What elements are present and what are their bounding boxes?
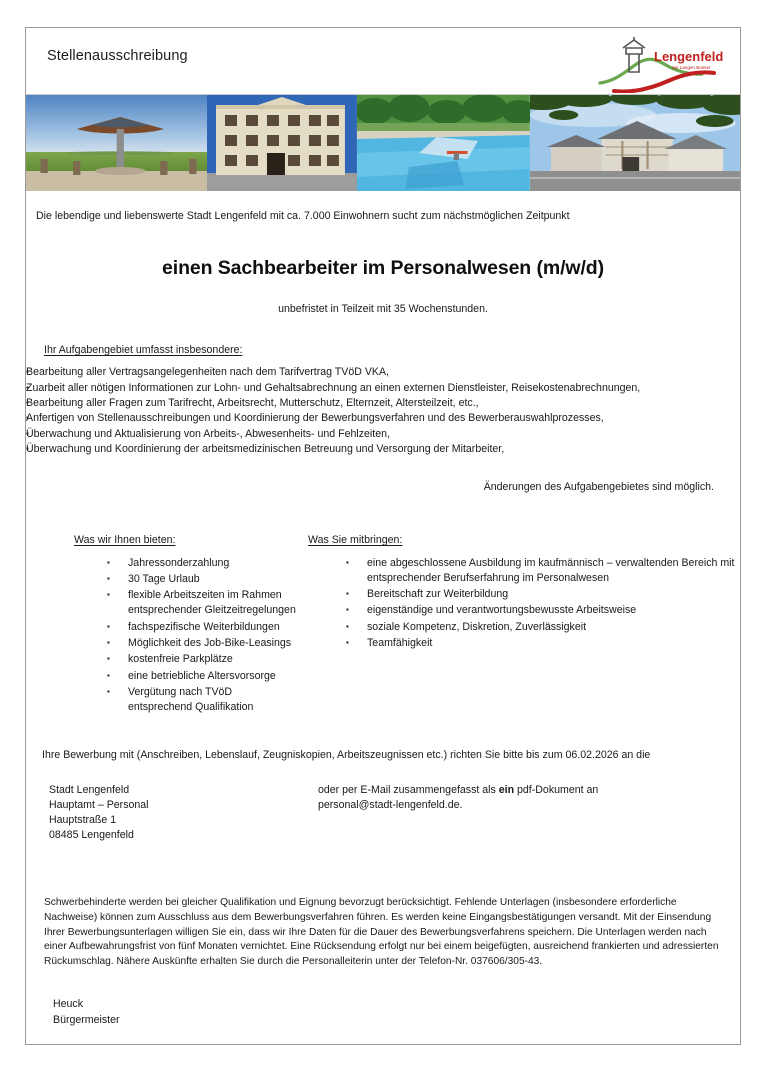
document-body — [26, 209, 740, 1028]
logo-wordmark: Lengenfeld — [654, 49, 724, 64]
list-item: ▪ Bearbeitung aller Fragen zum Tarifrecht, Arbeitsrecht, Mutterschutz, Elternzeit, Altersteilzeit, etc., — [26, 396, 740, 411]
address-line: Hauptamt – Personal — [49, 799, 149, 812]
list-item: ▪ Teamfähigkeit — [346, 636, 740, 651]
list-item: ▪ eine abgeschlossene Ausbildung im kaufmännisch – verwaltenden Bereich mit entsprechender Berufserfahrung im Personalwesen — [346, 556, 740, 586]
list-item: ▪ eigenständige und verantwortungsbewusste Arbeitsweise — [346, 603, 740, 618]
requirements-title: Was Sie mitbringen: — [308, 533, 403, 546]
list-item: ▪ Anfertigen von Stellenausschreibungen und Koordinierung der Bewerbungsverfahren und des Bewerberauswahlprozesses, — [26, 411, 740, 426]
list-item: ▪ flexible Arbeitszeiten im Rahmen entsprechender Gleitzeitregelungen — [107, 588, 296, 618]
list-item: ▪ Jahressonderzahlung — [107, 556, 296, 571]
list-item: ▪ Möglichkeit des Job-Bike-Leasings — [107, 636, 296, 651]
job-subheadline: unbefristet in Teilzeit mit 35 Wochenstunden. — [278, 303, 488, 316]
signature-block — [53, 996, 740, 1029]
intro-paragraph: Die lebendige und liebenswerte Stadt Lengenfeld mit ca. 7.000 Einwohnern sucht zum nächstmöglichen Zeitpunkt — [36, 210, 570, 222]
list-item: ▪ Überwachung und Aktualisierung von Arbeits-, Abwesenheits- und Fehlzeiten, — [26, 427, 740, 442]
email-intro-after: pdf-Dokument an — [514, 784, 599, 797]
offer-list — [107, 556, 296, 715]
offer-title: Was wir Ihnen bieten: — [74, 533, 176, 546]
legal-notice: Schwerbehinderte werden bei gleicher Qualifikation und Eignung bevorzugt berücksichtigt. Fehlende Unterlagen (insbesondere erforderliche Nachweise) können zum Ausschluss aus dem Bewerbungsverfahren führen. Es werden keine Eingangsbestätigungen versandt. Mit der Einsendung Ihrer Bewerbungsunterlagen willigen Sie ein, dass wir Ihre Daten für die Dauer des Bewerbungsverfahrens speichern. Die Unterlagen werden nach einer Aufbewahrungsfrist von fünf Monaten vernichtet. Eine Rücksendung erfolgt nur bei einem beigefügten, ausreichend frankierten und adressierten Rückumschlag. Nähere Auskünfte erhalten Sie durch die Personalleiterin unter der Telefon-Nr. 037606/305-43. — [44, 897, 719, 967]
list-item: ▪ 30 Tage Urlaub — [107, 572, 296, 587]
page-title: Stellenausschreibung — [47, 48, 188, 64]
list-item: ▪ kostenfreie Parkplätze — [107, 652, 296, 667]
list-item: ▪ Bearbeitung aller Vertragsangelegenheiten nach dem Tarifvertrag TVöD VKA, — [26, 365, 740, 380]
offer-requirements-columns — [26, 534, 740, 716]
contact-row — [26, 783, 740, 843]
list-item: ▪ eine betriebliche Altersvorsorge — [107, 669, 296, 684]
job-headline: einen Sachbearbeiter im Personalwesen (m/w/d) — [162, 257, 604, 280]
email-instructions — [296, 783, 740, 843]
photo-historic-building — [207, 95, 357, 191]
offer-column — [26, 534, 296, 716]
lengenfeld-logo — [598, 31, 728, 93]
logo-tagline: am Langen Bosser — [672, 65, 711, 70]
requirements-column — [296, 534, 740, 716]
photo-outdoor-pool — [357, 95, 530, 191]
list-item: ▪ fachspezifische Weiterbildungen — [107, 620, 296, 635]
email-intro-emphasis: ein — [498, 784, 515, 797]
tasks-section-title: Ihr Aufgabengebiet umfasst insbesondere: — [44, 344, 243, 357]
email-address[interactable]: personal@stadt-lengenfeld.de. — [318, 799, 463, 812]
job-posting-page — [25, 27, 741, 1045]
document-header — [26, 28, 740, 95]
tasks-footnote: Änderungen des Aufgabengebietes sind möglich. — [483, 480, 714, 493]
postal-address — [26, 783, 296, 843]
email-intro-before: oder per E-Mail zusammengefasst als — [318, 784, 499, 797]
tasks-list — [26, 365, 740, 456]
photo-town-street — [530, 95, 740, 191]
list-item: ▪ Zuarbeit aller nötigen Informationen zur Lohn- und Gehaltsabrechnung an einen externen Dienstleister, Reisekostenabrechnungen, — [26, 381, 740, 396]
address-line: Hauptstraße 1 — [49, 814, 117, 827]
list-item: ▪ Vergütung nach TVöD entsprechend Qualifikation — [107, 685, 296, 715]
address-line: Stadt Lengenfeld — [49, 784, 130, 797]
signature-name: Heuck — [53, 997, 84, 1010]
list-item: ▪ Überwachung und Koordinierung der arbeitsmedizinischen Betreuung und Versorgung der Mitarbeiter, — [26, 442, 740, 457]
photo-strip — [26, 95, 740, 191]
list-item: ▪ soziale Kompetenz, Diskretion, Zuverlässigkeit — [346, 620, 740, 635]
photo-pavilion-hill — [26, 95, 207, 191]
signature-role: Bürgermeister — [53, 1014, 120, 1027]
requirements-list — [346, 556, 740, 651]
email-intro — [318, 783, 740, 798]
list-item: ▪ Bereitschaft zur Weiterbildung — [346, 587, 740, 602]
application-deadline-line: Ihre Bewerbung mit (Anschreiben, Lebenslauf, Zeugniskopien, Arbeitszeugnissen etc.) richten Sie bitte bis zum 06.02.2026 an die — [42, 749, 651, 762]
address-line: 08485 Lengenfeld — [49, 829, 134, 842]
